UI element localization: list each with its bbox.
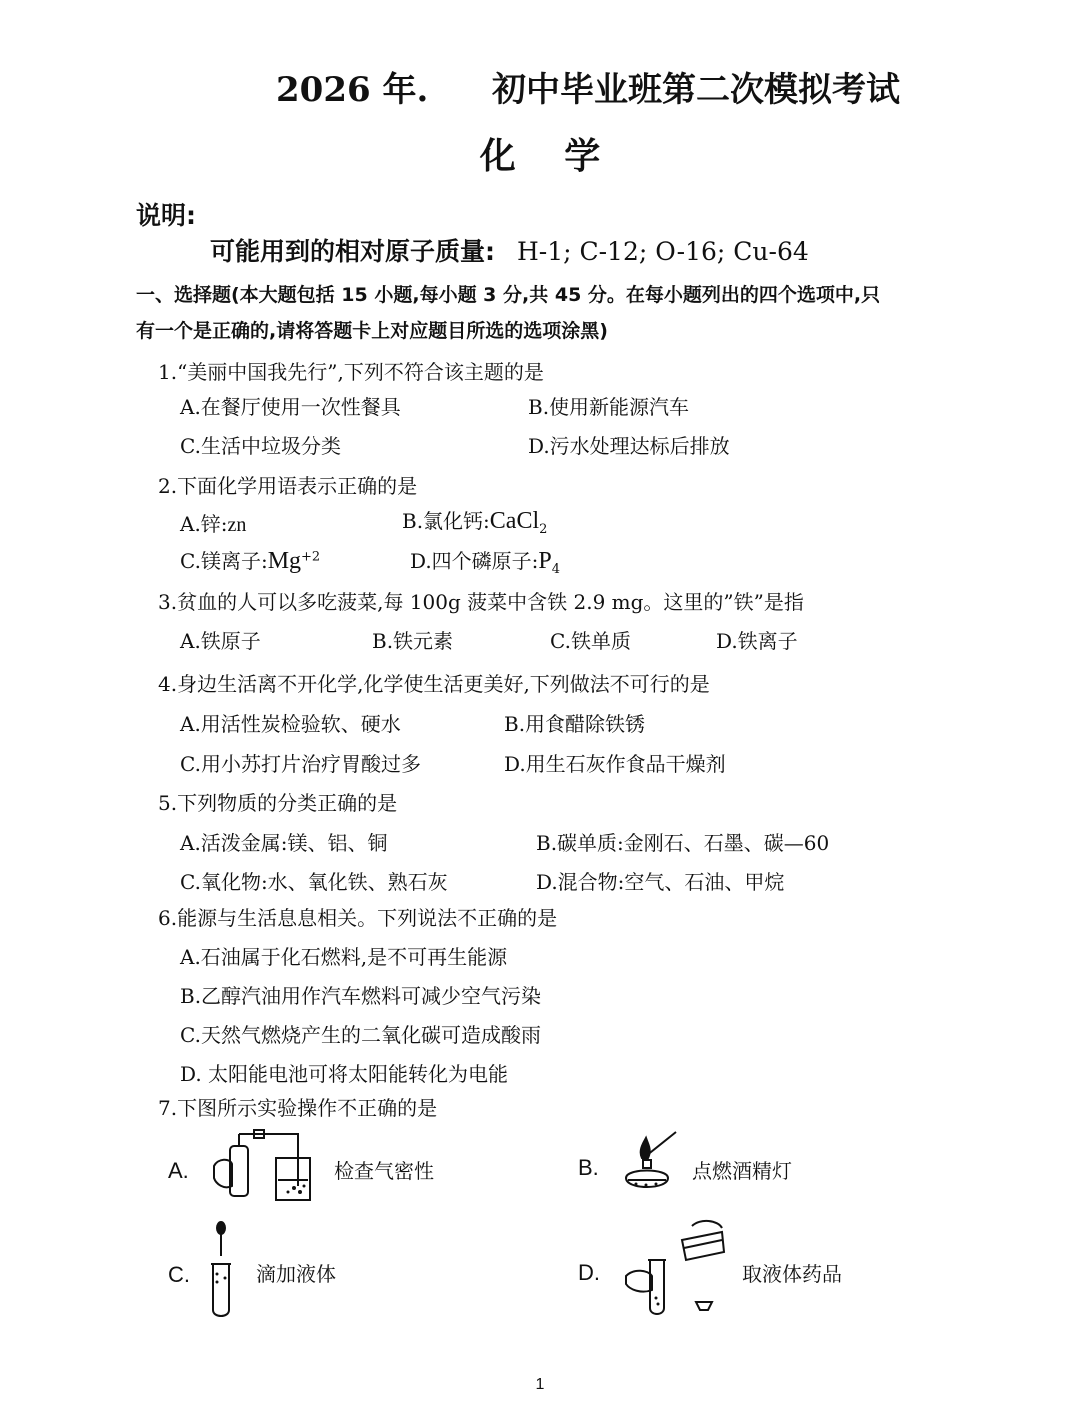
option-b-formula: CaCl bbox=[489, 508, 540, 534]
question-4-stem: 4.身边生活离不开化学,化学使生活更美好,下列做法不可行的是 bbox=[158, 672, 710, 696]
question-1-option-b: B.使用新能源汽车 bbox=[528, 395, 690, 419]
option-d-prefix: D.四个磷原子: bbox=[410, 549, 539, 573]
page-number: 1 bbox=[535, 1376, 545, 1393]
question-1-option-a: A.在餐厅使用一次性餐具 bbox=[180, 395, 401, 419]
question-7-label-c: C. bbox=[168, 1262, 190, 1287]
question-6-stem: 6.能源与生活息息相关。下列说法不正确的是 bbox=[158, 906, 558, 930]
option-d-subscript: 4 bbox=[551, 562, 561, 577]
question-2-option-b bbox=[402, 505, 547, 537]
question-2-option-a bbox=[180, 508, 246, 537]
option-c-formula: Mg bbox=[267, 548, 302, 574]
question-2-option-c bbox=[180, 545, 320, 575]
atomic-mass-values: H-1; C-12; O-16; Cu-64 bbox=[516, 237, 809, 266]
question-3-option-d: D.铁离子 bbox=[716, 629, 798, 653]
question-7-caption-d: 取液体药品 bbox=[742, 1262, 842, 1286]
question-4-option-c: C.用小苏打片治疗胃酸过多 bbox=[180, 752, 421, 776]
note-label: 说明: bbox=[136, 201, 196, 230]
question-3-option-c: C.铁单质 bbox=[550, 629, 631, 653]
option-d-formula: P bbox=[538, 548, 552, 574]
option-c-prefix: C.镁离子: bbox=[180, 549, 268, 573]
option-b-prefix: B.氯化钙: bbox=[402, 509, 490, 533]
atomic-mass-line bbox=[210, 232, 809, 268]
exam-year: 2026 年. bbox=[276, 70, 429, 110]
question-4-option-d: D.用生石灰作食品干燥剂 bbox=[504, 752, 726, 776]
question-6-option-b: B.乙醇汽油用作汽车燃料可减少空气污染 bbox=[180, 984, 542, 1008]
question-6-option-a: A.石油属于化石燃料,是不可再生能源 bbox=[180, 945, 508, 969]
question-7-label-b: B. bbox=[578, 1155, 599, 1180]
option-a-prefix: A.锌: bbox=[180, 512, 228, 536]
question-5-option-d: D.混合物:空气、石油、甲烷 bbox=[536, 870, 785, 894]
dropper-tube-icon bbox=[206, 1220, 236, 1320]
question-7-caption-b: 点燃酒精灯 bbox=[692, 1159, 792, 1183]
question-7-label-a: A. bbox=[168, 1158, 189, 1183]
question-5-option-c: C.氧化物:水、氧化铁、熟石灰 bbox=[180, 870, 448, 894]
option-c-superscript: +2 bbox=[301, 549, 321, 565]
question-1-stem: 1.“美丽中国我先行”,下列不符合该主题的是 bbox=[158, 360, 544, 384]
question-4-option-b: B.用食醋除铁锈 bbox=[504, 712, 646, 736]
question-7-caption-a: 检查气密性 bbox=[334, 1159, 434, 1183]
question-2-option-d bbox=[410, 545, 560, 577]
question-6-option-d: D. 太阳能电池可将太阳能转化为电能 bbox=[180, 1062, 509, 1086]
question-3-option-a: A.铁原子 bbox=[180, 629, 261, 653]
question-1-option-c: C.生活中垃圾分类 bbox=[180, 434, 341, 458]
question-5-option-b: B.碳单质:金刚石、石墨、碳—60 bbox=[536, 831, 830, 855]
section-instructions-line2: 有一个是正确的,请将答题卡上对应题目所选的选项涂黑) bbox=[136, 320, 608, 342]
question-2-stem: 2.下面化学用语表示正确的是 bbox=[158, 474, 418, 498]
question-5-option-a: A.活泼金属:镁、铝、铜 bbox=[180, 831, 388, 855]
section-instructions-line1: 一、选择题(本大题包括 15 小题,每小题 3 分,共 45 分。在每小题列出的四个选项中,只 bbox=[136, 284, 881, 306]
pouring-liquid-icon bbox=[622, 1218, 732, 1318]
question-4-option-a: A.用活性炭检验软、硬水 bbox=[180, 712, 401, 736]
atomic-mass-label: 可能用到的相对原子质量: bbox=[210, 237, 495, 266]
question-7-stem: 7.下图所示实验操作不正确的是 bbox=[158, 1096, 438, 1120]
question-3-option-b: B.铁元素 bbox=[372, 629, 454, 653]
exam-name: 初中毕业班第二次模拟考试 bbox=[492, 70, 900, 110]
subject-title: 化 学 bbox=[479, 135, 619, 177]
question-5-stem: 5.下列物质的分类正确的是 bbox=[158, 791, 398, 815]
airtightness-check-icon bbox=[208, 1128, 318, 1204]
alcohol-lamp-icon bbox=[616, 1128, 682, 1198]
option-b-subscript: 2 bbox=[539, 522, 548, 537]
option-a-formula: zn bbox=[227, 514, 247, 536]
question-1-option-d: D.污水处理达标后排放 bbox=[528, 434, 730, 458]
question-6-option-c: C.天然气燃烧产生的二氧化碳可造成酸雨 bbox=[180, 1023, 541, 1047]
question-3-stem: 3.贫血的人可以多吃菠菜,每 100g 菠菜中含铁 2.9 mg。这里的”铁”是指 bbox=[158, 590, 804, 614]
question-7-label-d: D. bbox=[578, 1260, 600, 1285]
question-7-caption-c: 滴加液体 bbox=[256, 1262, 336, 1286]
